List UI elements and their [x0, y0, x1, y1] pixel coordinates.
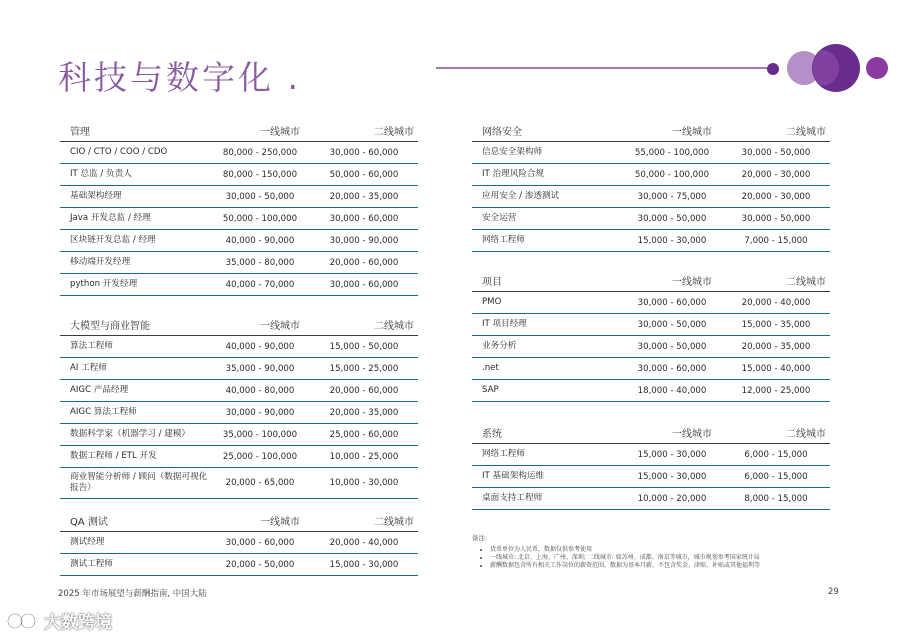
cell-role: 桌面支持工程师 — [482, 493, 543, 503]
table-row — [60, 336, 418, 358]
cell-tier2-salary: 20,000 - 60,000 — [329, 385, 399, 396]
header-category: 网络安全 — [482, 127, 522, 138]
cell-tier1-salary: 30,000 - 75,000 — [637, 191, 707, 202]
cell-role: 数据科学家（机器学习 / 建模） — [70, 429, 191, 439]
table-row — [472, 292, 830, 314]
cell-role: 业务分析 — [482, 341, 517, 351]
cell-tier1-salary: 15,000 - 30,000 — [637, 449, 707, 460]
table-row — [60, 402, 418, 424]
table-row — [472, 444, 830, 466]
cell-tier1-salary: 35,000 - 90,000 — [225, 363, 295, 374]
table-qa — [60, 510, 418, 576]
cell-role: IT 基础架构运维 — [482, 471, 545, 481]
cell-tier2-salary: 20,000 - 30,000 — [741, 191, 811, 202]
cell-tier1-salary: 40,000 - 70,000 — [225, 279, 295, 290]
cell-tier1-salary: 80,000 - 150,000 — [222, 169, 298, 180]
cell-role: 网络工程师 — [482, 449, 525, 459]
header-tier1: 一线城市 — [672, 127, 712, 138]
cell-tier1-salary: 35,000 - 80,000 — [225, 257, 295, 268]
cell-tier2-salary: 15,000 - 25,000 — [329, 363, 399, 374]
cell-role: 数据工程师 / ETL 开发 — [70, 451, 157, 461]
cell-role: PMO — [482, 297, 502, 307]
cell-tier2-salary: 30,000 - 50,000 — [741, 147, 811, 158]
table-row — [60, 274, 418, 296]
table-header — [60, 314, 418, 336]
table-row — [60, 358, 418, 380]
table-ai-bi — [60, 314, 418, 499]
cell-tier1-salary: 40,000 - 80,000 — [225, 385, 295, 396]
cell-tier2-salary: 6,000 - 15,000 — [744, 449, 808, 460]
note-item: • 货币单位为人民币，数据仅供参考使用 — [490, 546, 842, 554]
page-title: 科技与数字化 . — [58, 58, 301, 97]
cell-tier2-salary: 20,000 - 35,000 — [741, 341, 811, 352]
cell-role: 基础架构经理 — [70, 191, 122, 201]
cell-role: 移动端开发经理 — [70, 257, 131, 267]
table-header — [472, 422, 830, 444]
cell-role: 测试经理 — [70, 537, 105, 547]
cell-tier2-salary: 20,000 - 35,000 — [329, 191, 399, 202]
cell-tier1-salary: 30,000 - 50,000 — [637, 213, 707, 224]
cell-tier1-salary: 18,000 - 40,000 — [637, 385, 707, 396]
header-category: 大模型与商业智能 — [70, 321, 150, 332]
cell-tier2-salary: 10,000 - 25,000 — [329, 451, 399, 462]
cell-role: 区块链开发总监 / 经理 — [70, 235, 156, 245]
table-row — [472, 186, 830, 208]
table-row — [472, 336, 830, 358]
cell-tier1-salary: 30,000 - 60,000 — [637, 363, 707, 374]
cell-tier2-salary: 7,000 - 15,000 — [744, 235, 808, 246]
cell-tier1-salary: 40,000 - 90,000 — [225, 235, 295, 246]
cell-role: AIGC 产品经理 — [70, 385, 129, 395]
cell-role: CIO / CTO / COO / CDO — [70, 147, 168, 157]
cell-tier2-salary: 15,000 - 35,000 — [741, 319, 811, 330]
cell-tier2-salary: 25,000 - 60,000 — [329, 429, 399, 440]
cell-role: 信息安全架构师 — [482, 147, 543, 157]
cell-role: AIGC 算法工程师 — [70, 407, 137, 417]
cell-tier1-salary: 10,000 - 20,000 — [637, 493, 707, 504]
cell-tier2-salary: 15,000 - 30,000 — [329, 559, 399, 570]
cell-tier2-salary: 20,000 - 40,000 — [329, 537, 399, 548]
cell-role: python 开发经理 — [70, 279, 138, 289]
cell-tier2-salary: 20,000 - 30,000 — [741, 169, 811, 180]
table-row — [60, 186, 418, 208]
cell-role: SAP — [482, 385, 499, 395]
header-category: 系统 — [482, 429, 502, 440]
table-row — [60, 230, 418, 252]
notes-title: 备注: — [472, 534, 488, 542]
cell-tier1-salary: 25,000 - 100,000 — [222, 451, 298, 462]
table-row — [60, 532, 418, 554]
header-tier1: 一线城市 — [672, 429, 712, 440]
cell-role: 算法工程师 — [70, 341, 113, 351]
footer-text: 2025 年市场展望与薪酬指南, 中国大陆 — [58, 589, 207, 599]
watermark — [6, 608, 112, 633]
table-row — [472, 164, 830, 186]
cell-role: 安全运营 — [482, 213, 517, 223]
table-row — [472, 142, 830, 164]
deco-dot-small — [767, 63, 779, 75]
cell-tier1-salary: 15,000 - 30,000 — [637, 471, 707, 482]
table-row — [60, 142, 418, 164]
table-cybersecurity — [472, 120, 830, 252]
table-row — [472, 230, 830, 252]
cell-tier1-salary: 35,000 - 100,000 — [222, 429, 298, 440]
table-row — [472, 488, 830, 510]
cell-tier1-salary: 30,000 - 50,000 — [637, 341, 707, 352]
cell-role: 测试工程师 — [70, 559, 113, 569]
header-tier1: 一线城市 — [260, 127, 300, 138]
watermark-text: 大数跨境 — [44, 613, 112, 633]
cell-role: 商业智能分析师 / 顾问（数据可视化报告） — [70, 472, 208, 493]
table-row — [472, 314, 830, 336]
header-category: QA 测试 — [70, 517, 108, 528]
table-management — [60, 120, 418, 296]
cell-tier2-salary: 30,000 - 60,000 — [329, 147, 399, 158]
table-row — [60, 468, 418, 499]
cell-tier1-salary: 20,000 - 65,000 — [225, 478, 295, 488]
table-row — [60, 208, 418, 230]
cell-role: IT 项目经理 — [482, 319, 527, 329]
table-row — [60, 554, 418, 576]
cell-tier2-salary: 20,000 - 35,000 — [329, 407, 399, 418]
cell-tier2-salary: 15,000 - 50,000 — [329, 341, 399, 352]
cell-tier2-salary: 10,000 - 30,000 — [329, 478, 399, 488]
table-project — [472, 270, 830, 402]
cell-tier1-salary: 15,000 - 30,000 — [637, 235, 707, 246]
notes-section — [472, 534, 842, 570]
note-item: • 一线城市: 北京、上海、广州、深圳; 二线城市: 如苏州、成都、南京等城市，城市规划参考国家统计局 — [490, 554, 842, 562]
cell-tier2-salary: 12,000 - 25,000 — [741, 385, 811, 396]
table-row — [472, 208, 830, 230]
table-row — [60, 164, 418, 186]
header-tier1: 一线城市 — [260, 517, 300, 528]
table-row — [60, 446, 418, 468]
header-tier1: 一线城市 — [672, 277, 712, 288]
header-tier2: 二线城市 — [786, 277, 826, 288]
cell-tier2-salary: 30,000 - 60,000 — [329, 213, 399, 224]
watermark-logo-icon — [6, 610, 40, 632]
cell-tier2-salary: 20,000 - 60,000 — [329, 257, 399, 268]
cell-role: Java 开发总监 / 经理 — [70, 213, 151, 223]
cell-tier1-salary: 30,000 - 90,000 — [225, 407, 295, 418]
cell-tier1-salary: 30,000 - 50,000 — [225, 191, 295, 202]
cell-role: 网络工程师 — [482, 235, 525, 245]
table-row — [472, 358, 830, 380]
cell-tier2-salary: 6,000 - 15,000 — [744, 471, 808, 482]
note-item: • 薪酬数据包含所有相关工作岗位的薪资范围，数据为基本月薪，不包含奖金、津贴、补贴或其他福利等 — [490, 562, 842, 570]
header-tier1: 一线城市 — [260, 321, 300, 332]
cell-tier2-salary: 15,000 - 40,000 — [741, 363, 811, 374]
table-header — [60, 120, 418, 142]
cell-tier2-salary: 30,000 - 90,000 — [329, 235, 399, 246]
table-row — [60, 424, 418, 446]
cell-tier1-salary: 30,000 - 60,000 — [225, 537, 295, 548]
cell-tier1-salary: 55,000 - 100,000 — [634, 147, 710, 158]
cell-tier1-salary: 40,000 - 90,000 — [225, 341, 295, 352]
cell-tier1-salary: 20,000 - 50,000 — [225, 559, 295, 570]
cell-role: .net — [482, 363, 499, 373]
header-tier2: 二线城市 — [374, 321, 414, 332]
cell-tier1-salary: 30,000 - 50,000 — [637, 319, 707, 330]
cell-tier1-salary: 50,000 - 100,000 — [222, 213, 298, 224]
header-category: 管理 — [70, 127, 90, 138]
cell-tier1-salary: 80,000 - 250,000 — [222, 147, 298, 158]
cell-tier1-salary: 30,000 - 60,000 — [637, 297, 707, 308]
header-category: 项目 — [482, 277, 502, 288]
table-row — [60, 380, 418, 402]
table-row — [472, 466, 830, 488]
page-number: 29 — [828, 587, 839, 597]
cell-role: 应用安全 / 渗透测试 — [482, 191, 560, 201]
cell-tier2-salary: 30,000 - 50,000 — [741, 213, 811, 224]
cell-tier2-salary: 20,000 - 40,000 — [741, 297, 811, 308]
table-row — [472, 380, 830, 402]
header-decoration — [0, 0, 900, 120]
cell-tier2-salary: 50,000 - 60,000 — [329, 169, 399, 180]
cell-role: IT 治理风险合规 — [482, 169, 545, 179]
cell-tier2-salary: 8,000 - 15,000 — [744, 493, 808, 504]
header-tier2: 二线城市 — [786, 429, 826, 440]
cell-tier2-salary: 30,000 - 60,000 — [329, 279, 399, 290]
table-systems — [472, 422, 830, 510]
table-header — [472, 120, 830, 142]
header-tier2: 二线城市 — [786, 127, 826, 138]
deco-circle-right — [866, 57, 888, 79]
cell-role: IT 总监 / 负责人 — [70, 169, 132, 179]
table-row — [60, 252, 418, 274]
cell-role: AI 工程师 — [70, 363, 107, 373]
cell-tier1-salary: 50,000 - 100,000 — [634, 169, 710, 180]
header-tier2: 二线城市 — [374, 127, 414, 138]
table-header — [472, 270, 830, 292]
header-tier2: 二线城市 — [374, 517, 414, 528]
table-header — [60, 510, 418, 532]
